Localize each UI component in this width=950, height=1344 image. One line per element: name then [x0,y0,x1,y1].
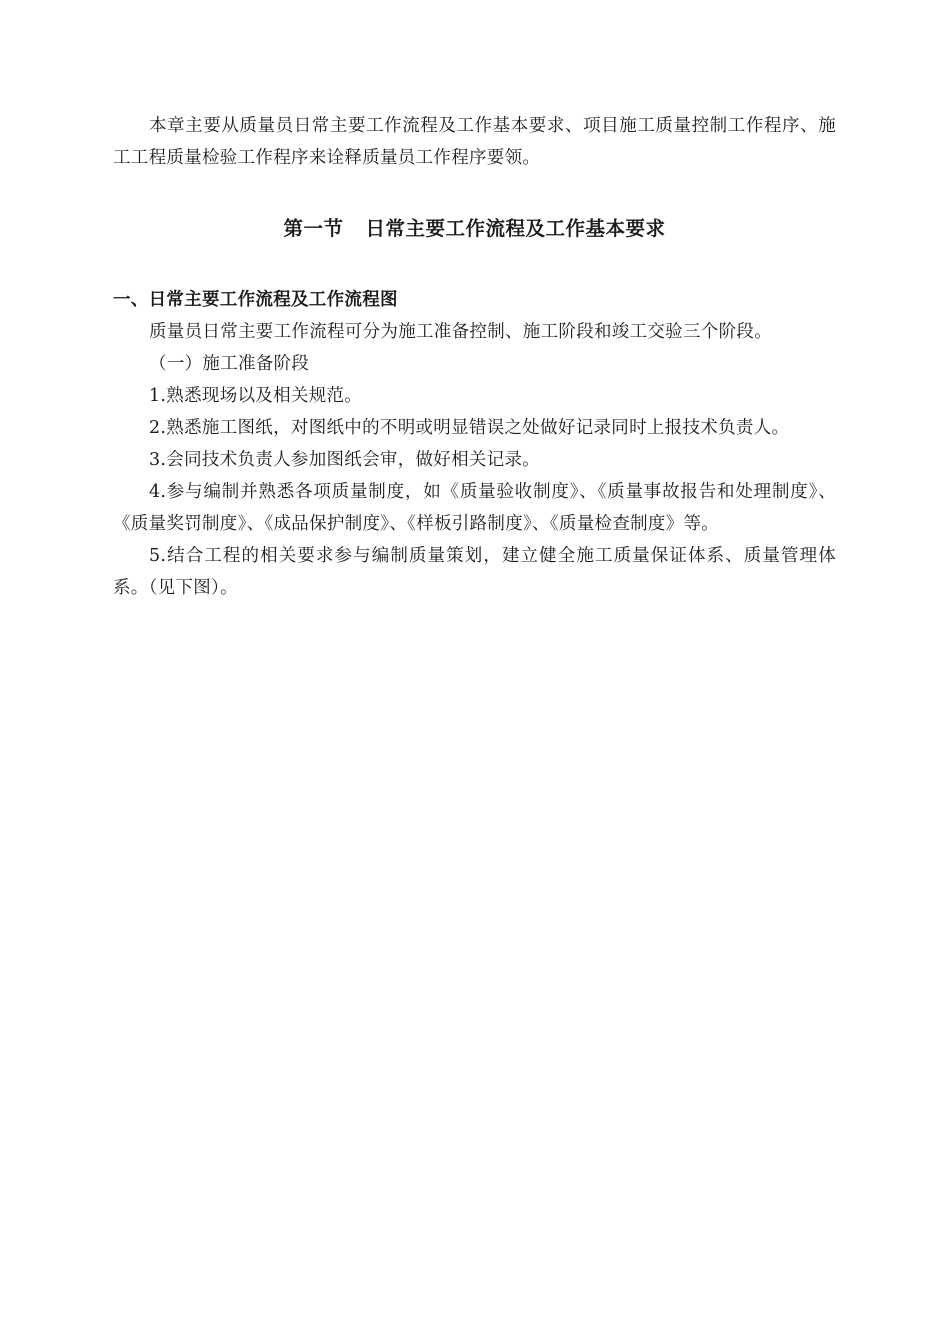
section-title [113,213,836,245]
subheading: 一、日常主要工作流程及工作流程图 [113,290,398,310]
list-item-2: 2.熟悉施工图纸，对图纸中的不明或明显错误之处做好记录同时上报技术负责人。 [149,418,790,438]
intro-paragraph: 本章主要从质量员日常主要工作流程及工作基本要求、项目施工质量控制工作程序、施工工程质量检验工作程序来诠释质量员工作程序要领。 [113,116,836,168]
section-body [113,284,836,604]
overview-line: 质量员日常主要工作流程可分为施工准备控制、施工阶段和竣工交验三个阶段。 [149,322,772,342]
stage-heading: （一）施工准备阶段 [149,354,310,374]
list-item-4: 4.参与编制并熟悉各项质量制度，如《质量验收制度》、《质量事故报告和处理制度》、《质量奖罚制度》、《成品保护制度》、《样板引路制度》、《质量检查制度》等。 [113,482,836,534]
list-item-5: 5.结合工程的相关要求参与编制质量策划，建立健全施工质量保证体系、质量管理体系。（见下图）。 [113,546,836,598]
list-item-3: 3.会同技术负责人参加图纸会审，做好相关记录。 [149,450,541,470]
list-item-1: 1.熟悉现场以及相关规范。 [149,386,363,406]
section-number: 第一节 [283,217,344,240]
section-title-text: 日常主要工作流程及工作基本要求 [365,217,666,240]
